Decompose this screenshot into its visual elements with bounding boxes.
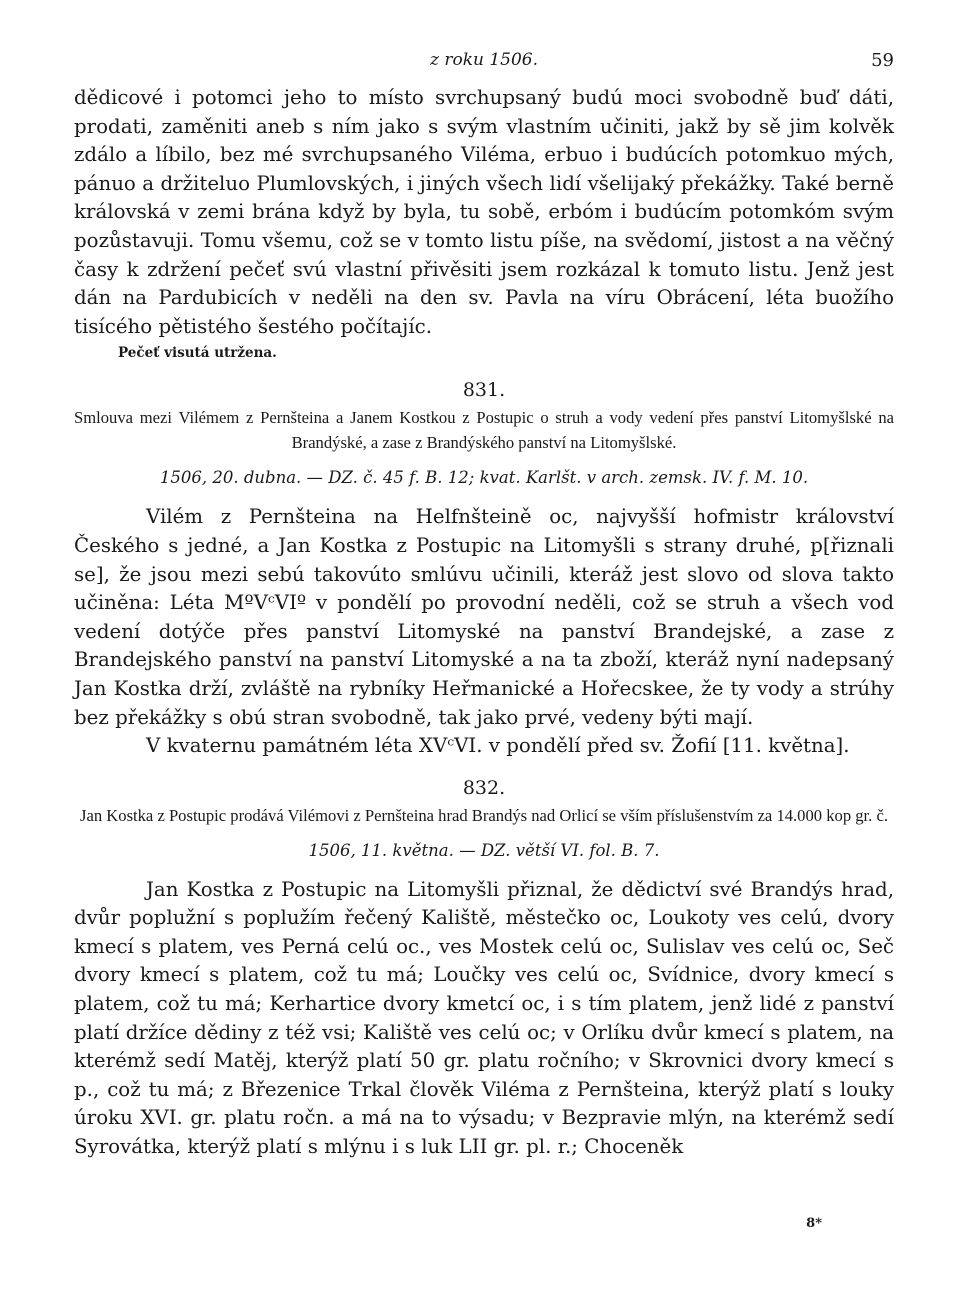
doc-832-regest: Jan Kostka z Postupic prodává Vilémovi z Pernšteina hrad Brandýs nad Orlicí se vším příslušenstvím za 14.000 kop gr. č. bbox=[80, 805, 888, 825]
signature-mark: 8* bbox=[806, 1216, 822, 1231]
seal-note: Pečeť visutá utržena. bbox=[118, 345, 277, 362]
doc-832-source: 1506, 11. května. — DZ. větší VI. fol. B. 7. bbox=[308, 840, 660, 860]
doc-832-number: 832. bbox=[462, 776, 506, 799]
doc-831-regest: Smlouva mezi Vilémem z Pernšteina a Janem Kostkou z Postupic o struh a vody vedení přes panství Litomyšlské na Brandýské, a zase z Brandýského panství na Litomyšlské. bbox=[74, 408, 894, 453]
running-title: z roku 1506. bbox=[429, 50, 539, 70]
running-header bbox=[74, 50, 894, 84]
doc-831-source: 1506, 20. dubna. — DZ. č. 45 f. B. 12; kvat. Karlšt. v arch. zemsk. IV. f. M. 10. bbox=[159, 468, 809, 488]
doc-830-continuation: dědicové i potomci jeho to místo svrchupsaný budú moci svobodně buď dáti, prodati, zaměniti aneb s ním jako s svým vlastním učiniti, jakž by sě jim kolvěk zdálo a líbilo, bez mé svrchupsaného Viléma, erbuo i budúcích potomkuo mých, pánuo a držiteluo Plumlovských, i jiných všech lidí všelijaký překážky. Také berně královská v zemi brána když by byla, tu sobě, erbóm i budúcím potomkóm svým pozůstavuji. Tomu všemu, což se v tomto listu píše, na svědomí, jistost a na věčný časy k zdržení pečeť svú vlastní přivěsiti jsem rozkázal k tomuto listu. Jenž jest dán na Pardubicích v neděli na den sv. Pavla na víru Obrácení, léta buožího tisícého pětistého šestého počítajíc. bbox=[74, 86, 894, 338]
doc-831-text: Vilém z Pernšteina na Helfnšteině oc, najvyšší hofmistr království Českého s jedné, a Jan Kostka z Postupic na Litomyšli s strany druhé, p[řiznali se], že jsou mezi sebú takovúto smlúvu učinili, kteráž jest slovo od slova takto učiněna: Léta MºVᶜVIº v pondělí po provodní neděli, což se struh a všech vod vedení dotýče přes panství Litomyské na panství Brandejské, a zase z Brandejského panství na panství Litomyské a na ta zboží, kteráž nyní nadepsaný Jan Kostka drží, zvláště na rybníky Heřmanické a Hořecskee, že ty vody a strúhy bez překážky s obú stran svobodně, tak jako prvé, vedeny býti mají. bbox=[74, 505, 894, 729]
page-number: 59 bbox=[871, 50, 894, 71]
doc-832-text: Jan Kostka z Postupic na Litomyšli přiznal, že dědictví své Brandýs hrad, dvůr poplužní s poplužím řečený Kaliště, městečko oc, Loukoty ves celú, dvory kmecí s platem, ves Perná celú oc., ves Mostek celú oc, Sulislav ves celú oc, Seč dvory kmecí s platem, což tu má; Loučky ves celú oc, Svídnice, dvory kmecí s platem, což tu má; Kerhartice dvory kmetcí oc, i s tím platem, jenž lidé z panství platí držíce dědiny z též vsi; Kaliště ves celú oc; v Orlíku dvůr kmecí s platem, na kterémž sedí Matěj, kterýž platí 50 gr. platu ročního; v Skrovnici dvory kmecí s p., což tu má; z Březenice Trkal člověk Viléma z Pernšteina, kterýž platí s louky úroku XVI. gr. platu ročn. a má na to výsadu; v Bezpravie mlýn, na kterémž sedí Syrovátka, kterýž platí s mlýnu i s luk LII gr. pl. r.; Choceněk bbox=[74, 877, 894, 1159]
doc-831-closing: V kvaternu památném léta XVᶜVI. v pondělí před sv. Žofií [11. května]. bbox=[146, 734, 850, 758]
doc-831-number: 831. bbox=[462, 379, 506, 402]
